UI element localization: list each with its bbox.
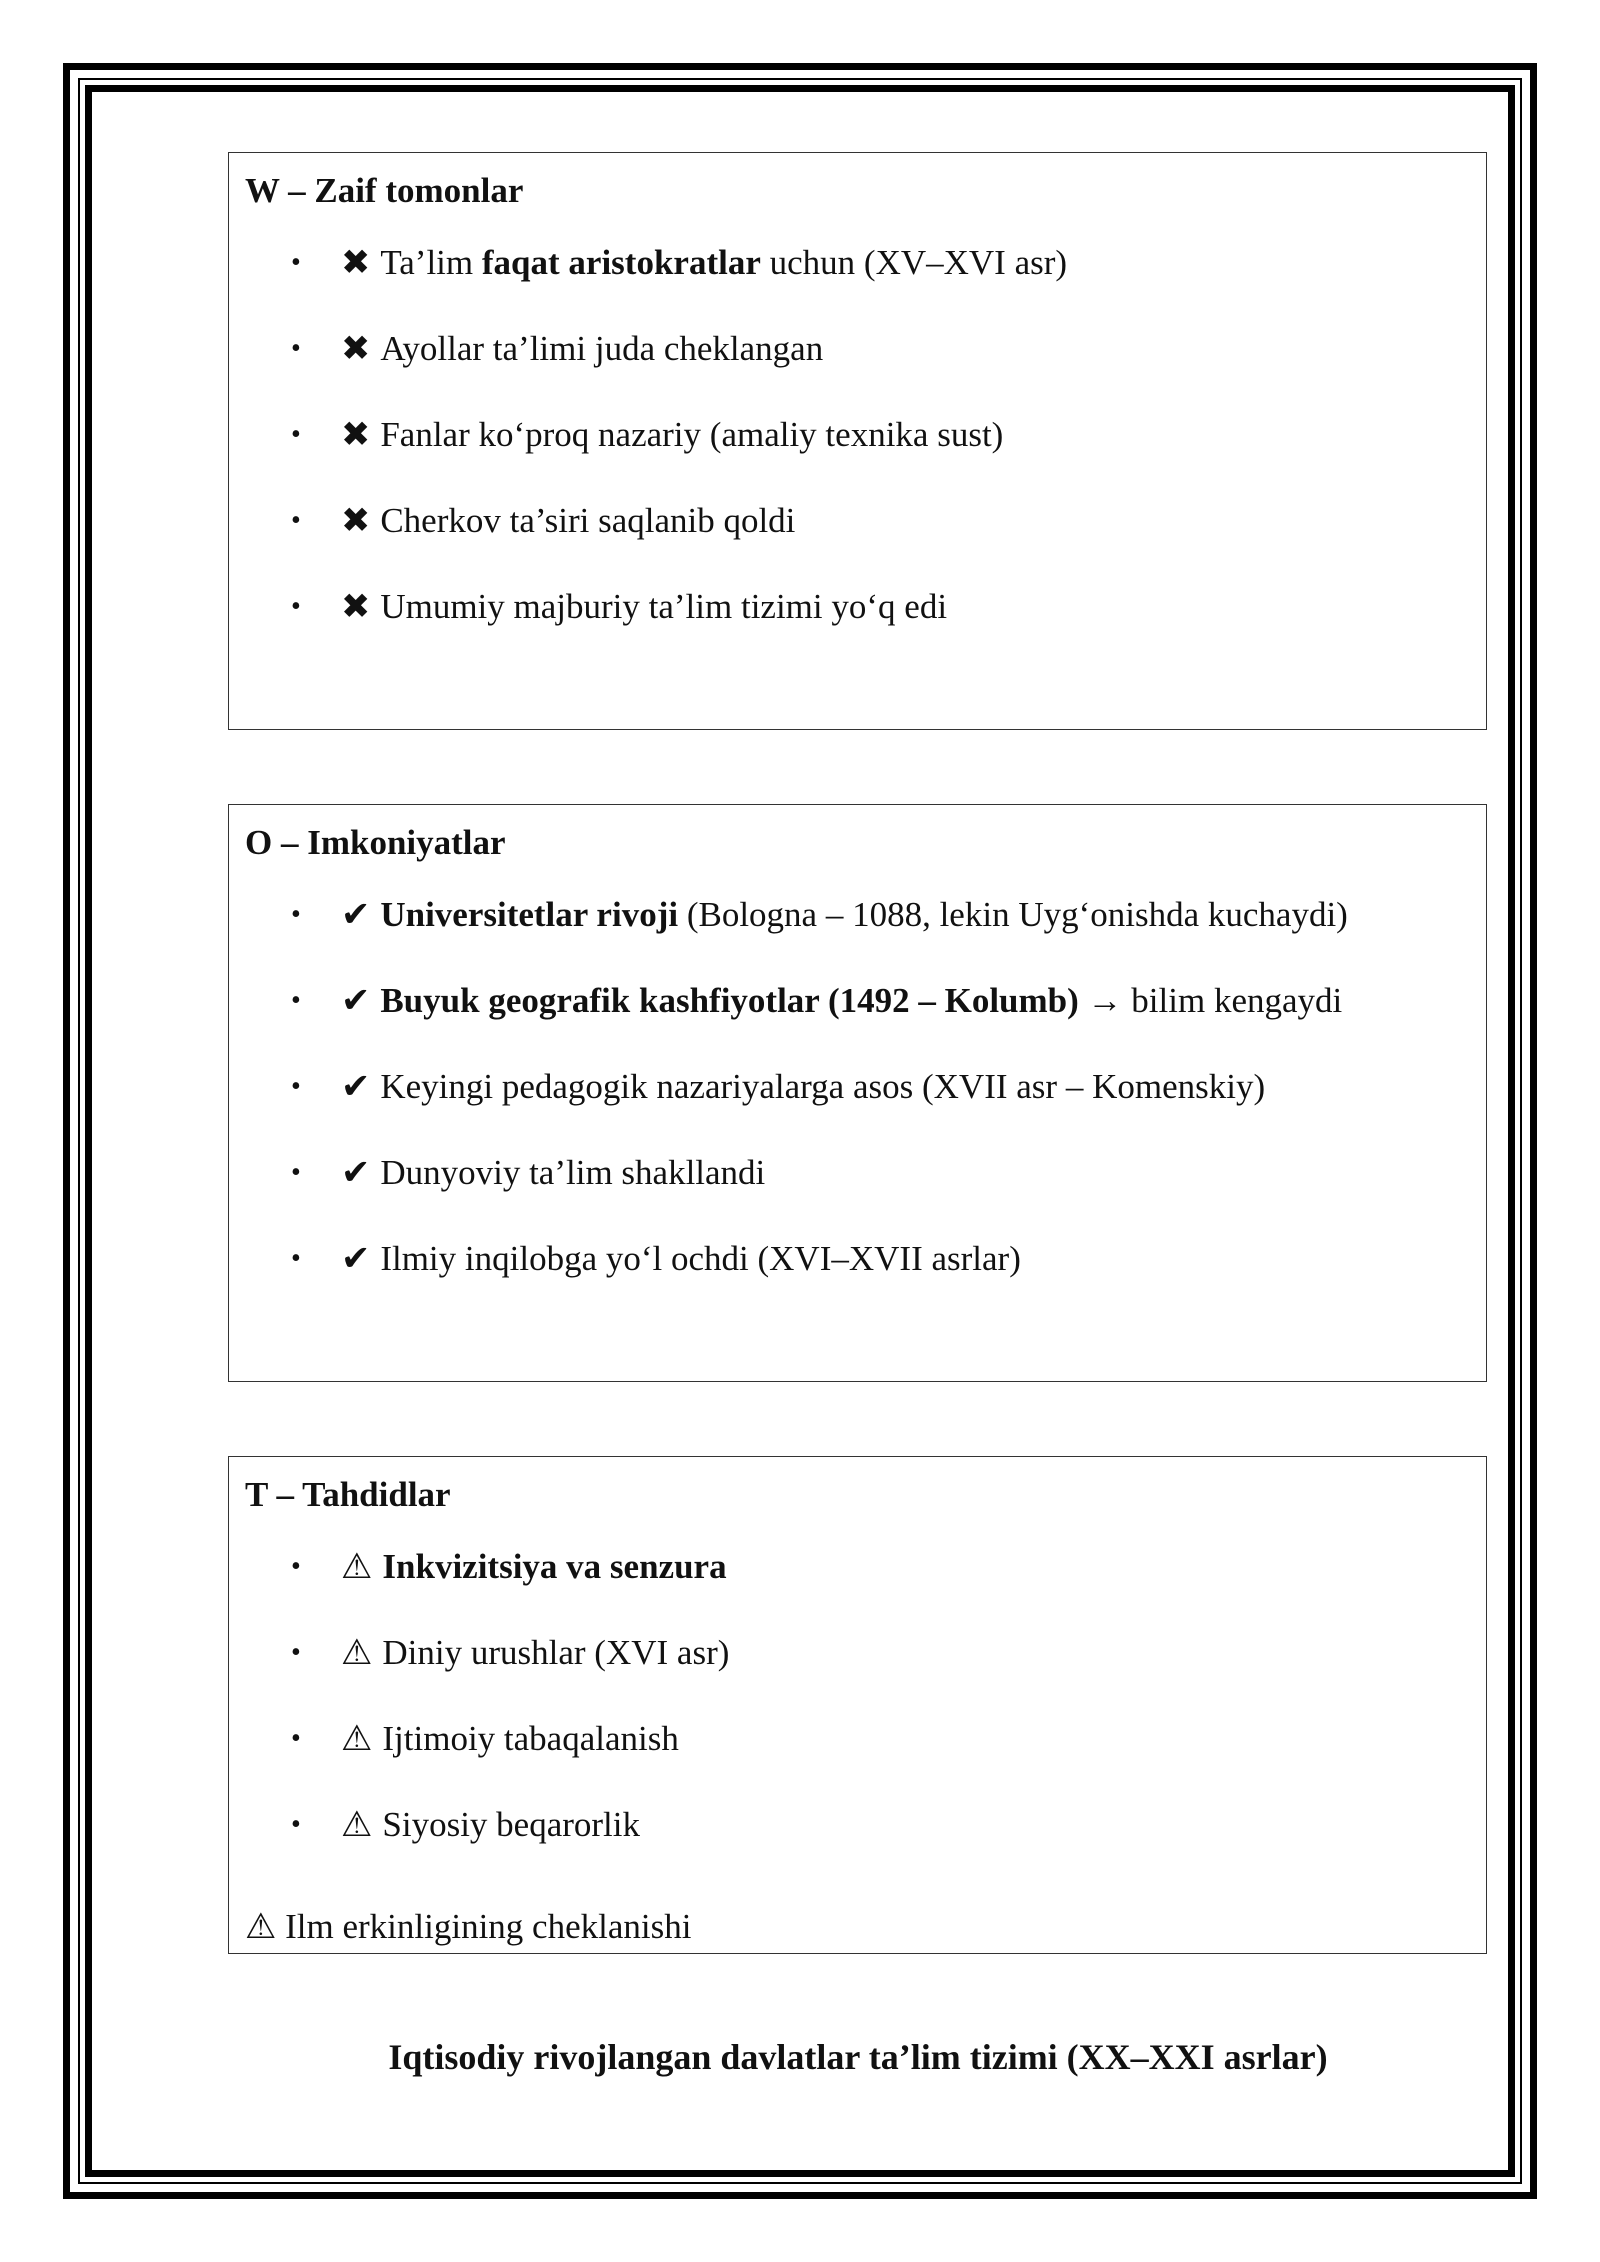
bullet-icon: •: [291, 985, 301, 1016]
list-item-text: [341, 329, 823, 369]
cross-mark-icon: ✖: [341, 243, 371, 282]
threats-title: T – Tahdidlar: [245, 1475, 451, 1514]
check-mark-icon: ✔: [341, 981, 371, 1020]
item-text-regular: Siyosiy beqarorlik: [382, 1805, 641, 1844]
list-item: [229, 981, 1486, 1067]
bullet-icon: •: [291, 591, 301, 622]
list-item-text: [341, 1719, 679, 1759]
check-mark-icon: ✔: [341, 1239, 371, 1278]
check-mark-icon: ✔: [341, 1067, 371, 1106]
item-text-regular: uchun (XV–XVI asr): [760, 243, 1068, 282]
item-text-bold: Universitetlar rivoji: [380, 895, 679, 934]
item-text-regular: Umumiy majburiy ta’lim tizimi yo‘q edi: [380, 587, 948, 626]
list-item-text: [341, 415, 1003, 455]
item-text-regular: Cherkov ta’siri saqlanib qoldi: [380, 501, 796, 540]
list-item: [229, 415, 1486, 501]
list-item: [229, 501, 1486, 587]
bullet-icon: •: [291, 247, 301, 278]
cross-mark-icon: ✖: [341, 415, 371, 454]
item-text-regular: Dunyoviy ta’lim shakllandi: [380, 1153, 766, 1192]
check-mark-icon: ✔: [341, 895, 371, 934]
bullet-icon: •: [291, 1551, 301, 1582]
bullet-icon: •: [291, 419, 301, 450]
bullet-icon: •: [291, 899, 301, 930]
threats-list: [229, 1547, 1486, 1891]
item-text-regular: Ijtimoiy tabaqalanish: [382, 1719, 679, 1758]
weaknesses-title: W – Zaif tomonlar: [245, 171, 524, 210]
list-item: [229, 1805, 1486, 1891]
cross-mark-icon: ✖: [341, 587, 371, 626]
bullet-icon: •: [291, 1637, 301, 1668]
list-item: [229, 1067, 1486, 1153]
list-item: [229, 329, 1486, 415]
item-text-bold: faqat aristokratlar: [481, 243, 761, 282]
item-text-regular: → bilim kengaydi: [1078, 981, 1343, 1020]
list-item-text: [341, 1153, 765, 1193]
opportunities-list: [229, 895, 1486, 1325]
item-text-regular: Ilmiy inqilobga yo‘l ochdi (XVI–XVII asrlar): [380, 1239, 1021, 1278]
list-item: [229, 243, 1486, 329]
bullet-icon: •: [291, 333, 301, 364]
cross-mark-icon: ✖: [341, 501, 371, 540]
item-text-regular: Ta’lim: [380, 243, 482, 282]
list-item-text: [341, 981, 1342, 1021]
item-text-bold: Inkvizitsiya va senzura: [382, 1547, 727, 1586]
bullet-icon: •: [291, 1157, 301, 1188]
list-item-text: [341, 1805, 640, 1845]
warning-icon: ⚠: [341, 1719, 373, 1758]
bullet-icon: •: [291, 1809, 301, 1840]
check-mark-icon: ✔: [341, 1153, 371, 1192]
section-heading: Iqtisodiy rivojlangan davlatlar ta’lim tizimi (XX–XXI asrlar): [388, 2037, 1328, 2077]
list-item-text: [341, 1239, 1021, 1279]
item-text-bold: Buyuk geografik kashfiyotlar (1492 – Kolumb): [380, 981, 1079, 1020]
warning-icon: ⚠: [341, 1547, 373, 1586]
item-text-regular: Diniy urushlar (XVI asr): [382, 1633, 730, 1672]
list-item: [229, 1633, 1486, 1719]
list-item: [229, 1239, 1486, 1325]
weaknesses-list: [229, 243, 1486, 673]
list-item-text: [341, 1633, 729, 1673]
list-item-text: [341, 587, 947, 627]
threats-extra-line: ⚠ Ilm erkinligining cheklanishi: [245, 1907, 692, 1946]
weaknesses-box: [228, 152, 1487, 730]
item-text-regular: Fanlar ko‘proq nazariy (amaliy texnika sust): [380, 415, 1004, 454]
item-text-regular: (Bologna – 1088, lekin Uyg‘onishda kuchaydi): [678, 895, 1348, 934]
warning-icon: ⚠: [341, 1805, 373, 1844]
list-item: [229, 1719, 1486, 1805]
bullet-icon: •: [291, 1243, 301, 1274]
warning-icon: ⚠: [341, 1633, 373, 1672]
list-item: [229, 587, 1486, 673]
list-item: [229, 1153, 1486, 1239]
list-item-text: [341, 1067, 1265, 1107]
bullet-icon: •: [291, 1723, 301, 1754]
bullet-icon: •: [291, 1071, 301, 1102]
threats-box: [228, 1456, 1487, 1954]
item-text-regular: Keyingi pedagogik nazariyalarga asos (XVII asr – Komenskiy): [380, 1067, 1266, 1106]
list-item: [229, 895, 1486, 981]
cross-mark-icon: ✖: [341, 329, 371, 368]
opportunities-title: O – Imkoniyatlar: [245, 823, 506, 862]
bullet-icon: •: [291, 505, 301, 536]
list-item: [229, 1547, 1486, 1633]
list-item-text: [341, 895, 1348, 935]
list-item-text: [341, 501, 795, 541]
list-item-text: [341, 1547, 727, 1587]
item-text-regular: Ayollar ta’limi juda cheklangan: [380, 329, 824, 368]
list-item-text: [341, 243, 1067, 283]
opportunities-box: [228, 804, 1487, 1382]
